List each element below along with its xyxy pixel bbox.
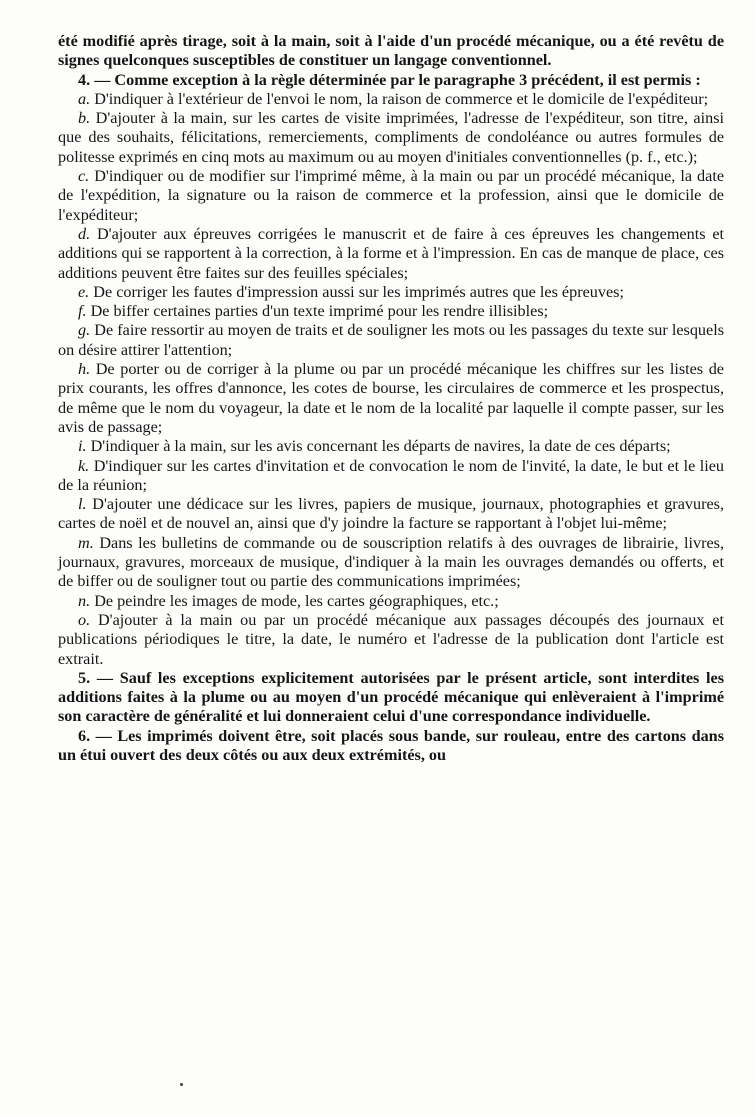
section-6-paragraph: 6. — Les imprimés doivent être, soit placés sous bande, sur rouleau, entre des cartons dans un étui ouvert des deux côtés ou aux deux extrémités, ou [58,726,724,764]
item-text: D'indiquer à l'extérieur de l'envoi le nom, la raison de commerce et le domicile de l'expéditeur; [90,89,709,108]
item-letter: a. [78,89,91,108]
text-column [58,32,724,765]
item-text: De biffer certaines parties d'un texte imprimé pour les rendre illisibles; [86,302,549,321]
section-5-paragraph: 5. — Sauf les exceptions explicitement autorisées par le présent article, sont interdites les additions faites à la plume ou au moyen d'un procédé mécanique qui enlèveraient à l'imprimé son caractère de généralité et lui donneraient celui d'une correspondance individuelle. [58,668,724,726]
list-item-f [58,302,724,321]
item-text: D'indiquer à la main, sur les avis concernant les départs de navires, la date de ces départs; [86,437,671,456]
item-text: D'indiquer ou de modifier sur l'imprimé même, à la main ou par un procédé mécanique, la date de l'expédition, la signature ou la raison de commerce et la profession, ainsi que le domicile de l'expéditeur; [58,167,724,224]
list-item-a [58,90,724,109]
item-letter: e. [78,282,90,301]
list-item-c [58,167,724,225]
item-letter: c. [78,167,90,186]
item-text: D'ajouter une dédicace sur les livres, papiers de musique, journaux, photographies et gravures, cartes de noël et de nouvel an, ainsi que d'y joindre la facture se rapportant à l'objet lui-même; [58,495,724,533]
item-letter: i. [78,437,87,456]
item-letter: n. [78,591,91,610]
continuation-paragraph: été modifié après tirage, soit à la main, soit à l'aide d'un procédé mécanique, ou a été revêtu de signes quelconques susceptibles de constituer un langage conventionnel. [58,32,724,70]
item-text: D'indiquer sur les cartes d'invitation et de convocation le nom de l'invité, la date, le but et le lieu de la réunion; [58,456,724,494]
item-letter: l. [78,495,87,514]
item-text: De porter ou de corriger à la plume ou par un procédé mécanique les chiffres sur les listes de prix courants, les offres d'annonce, les cotes de bourse, les circulaires de commerce et les prospectus, de même que le nom du voyageur, la date et le nom de la localité par laquelle il compte passer, sur les avis de passage; [58,360,724,436]
item-letter: f. [78,302,87,321]
print-speck [180,1083,183,1086]
item-text: De corriger les fautes d'impression aussi sur les imprimés autres que les épreuves; [89,282,624,301]
item-letter: d. [78,224,91,243]
item-letter: o. [78,610,91,629]
item-letter: h. [78,360,91,379]
item-text: D'ajouter à la main, sur les cartes de visite imprimées, l'adresse de l'expéditeur, son titre, ainsi que des souhaits, félicitations, remerciements, compliments de condoléance ou autres formules de politesse exprimés en cinq mots au maximum ou au moyen d'initiales conventionnelles (p. f., etc.); [58,109,724,166]
list-item-i [58,437,724,456]
item-letter: b. [78,109,91,128]
list-item-m [58,534,724,592]
item-letter: k. [78,456,90,475]
list-item-o [58,611,724,669]
item-text: D'ajouter aux épreuves corrigées le manuscrit et de faire à ces épreuves les changements et additions qui se rapportent à la correction, à la forme et à l'impression. En cas de manque de place, ces additions peuvent être faites sur des feuilles spéciales; [58,224,724,282]
list-item-g [58,321,724,360]
section-4-intro: 4. — Comme exception à la règle déterminée par le paragraphe 3 précédent, il est permis : [78,70,701,89]
item-text: Dans les bulletins de commande ou de souscription relatifs à des ouvrages de librairie, livres, journaux, gravures, morceaux de musique, d'indiquer à la main les ouvrages demandés ou offerts, et de biffer ou de souligner tout ou partie des communications imprimées; [58,533,724,591]
item-letter: g. [78,321,91,340]
list-item-h [58,360,724,437]
item-letter: m. [78,533,94,552]
list-item-b [58,109,724,167]
item-text: D'ajouter à la main ou par un procédé mécanique aux passages découpés des journaux et publications périodiques le titre, la date, le numéro et l'adresse de la publication dont l'article est extrait. [58,610,724,668]
list-item-n [58,592,724,611]
item-text: De peindre les images de mode, les cartes géographiques, etc.; [90,591,499,610]
list-item-e [58,283,724,302]
item-text: De faire ressortir au moyen de traits et de souligner les mots ou les passages du texte sur lesquels on désire attirer l'attention; [58,321,724,359]
list-item-l [58,495,724,534]
list-item-k [58,457,724,496]
list-item-d [58,225,724,283]
